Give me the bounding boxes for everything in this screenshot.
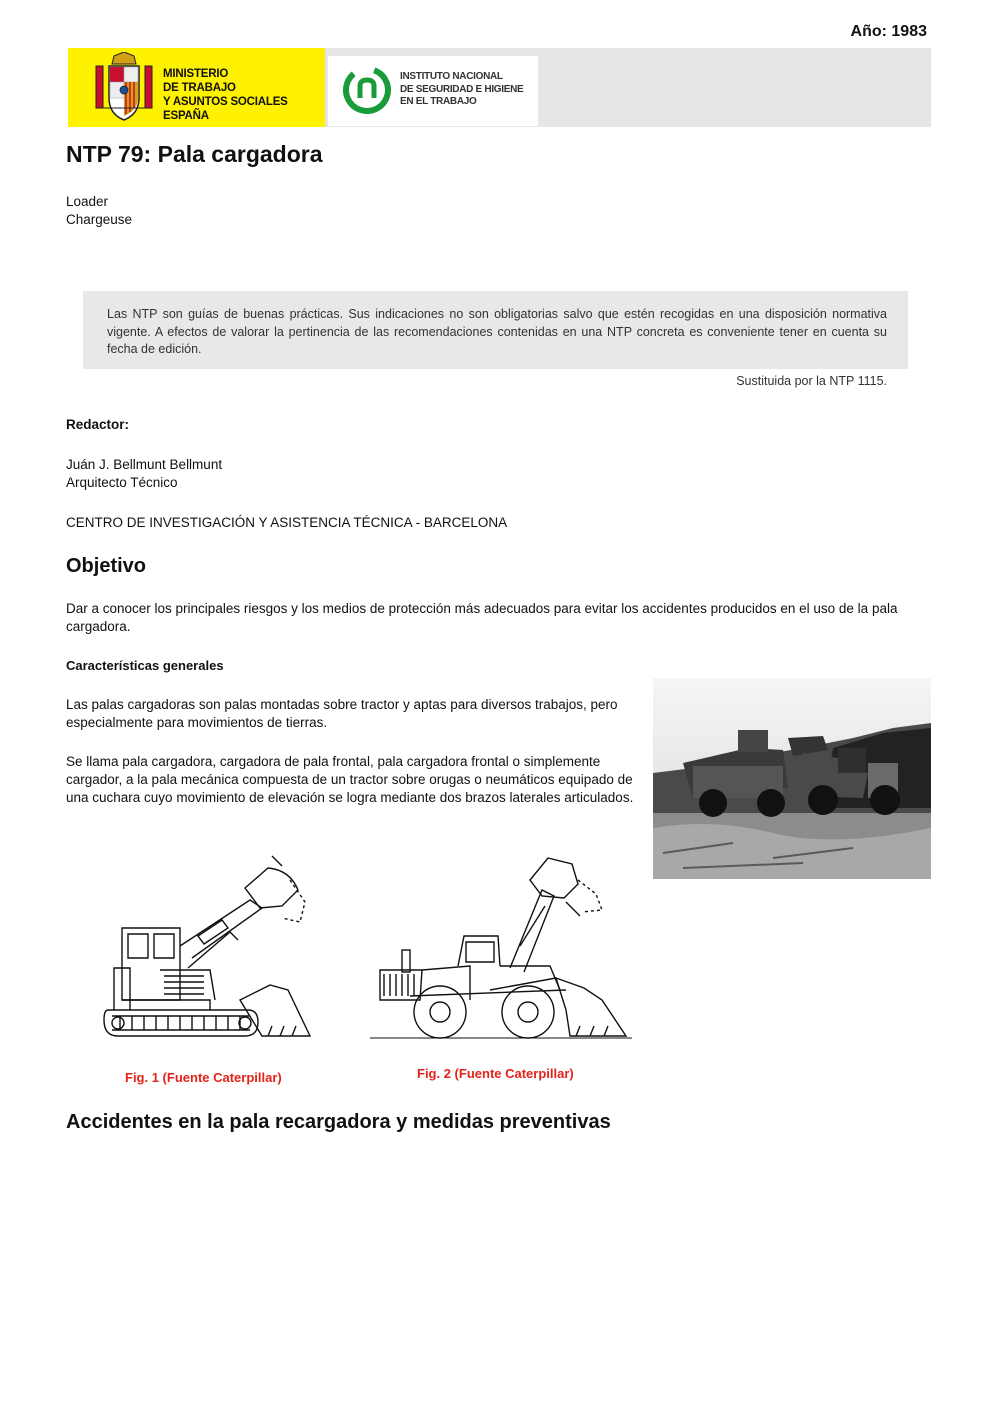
ministry-line-4: ESPAÑA	[163, 110, 209, 122]
alt-name-english: Loader	[66, 194, 109, 209]
loader-truck-photo	[653, 678, 931, 879]
author-label: Redactor:	[66, 417, 130, 432]
institute-line-3: EN EL TRABAJO	[400, 96, 477, 107]
replaced-by-note: Sustituida por la NTP 1115.	[736, 374, 887, 388]
institute-line-1: INSTITUTO NACIONAL	[400, 71, 503, 82]
figure-2-caption: Fig. 2 (Fuente Caterpillar)	[417, 1066, 574, 1081]
heading-accidentes: Accidentes en la pala recargadora y medidas preventivas	[66, 1111, 611, 1133]
institute-name	[400, 71, 523, 109]
coat-of-arms-icon	[92, 52, 156, 124]
figure-1-tracked-loader-drawing	[100, 850, 315, 1045]
notice-text: Las NTP son guías de buenas prácticas. Sus indicaciones no son obligatorias salvo que estén recogidas en una disposición normativa vigente. A efectos de valorar la pertinencia de las recomendaciones contenidas en una NTP concreta es conveniente tener en cuenta su fecha de edición.	[107, 307, 887, 356]
alternate-names	[66, 193, 132, 229]
author-center: CENTRO DE INVESTIGACIÓN Y ASISTENCIA TÉCNICA - BARCELONA	[66, 515, 508, 530]
ministry-line-3: Y ASUNTOS SOCIALES	[163, 96, 288, 108]
author-role: Arquitecto Técnico	[66, 475, 178, 490]
caracteristicas-paragraph-1: Las palas cargadoras son palas montadas sobre tractor y aptas para diversos trabajos, pero especialmente para movimientos de tierras.	[66, 697, 618, 730]
document-year: Año: 1983	[850, 23, 927, 40]
ministry-name	[163, 67, 288, 123]
ministry-line-2: DE TRABAJO	[163, 82, 236, 94]
institute-line-2: DE SEGURIDAD E HIGIENE	[400, 83, 524, 95]
objetivo-text: Dar a conocer los principales riesgos y los medios de protección más adecuados para evitar los accidentes producidos en el uso de la pala cargadora.	[66, 601, 898, 634]
institute-logo-icon	[341, 64, 393, 116]
heading-objetivo: Objetivo	[66, 555, 147, 577]
heading-caracteristicas: Características generales	[66, 658, 224, 673]
page-title: NTP 79: Pala cargadora	[66, 141, 323, 167]
caracteristicas-paragraph-2: Se llama pala cargadora, cargadora de pala frontal, pala cargadora frontal o simplemente cargador, a la pala mecánica compuesta de un tractor sobre orugas o neumáticos equipado de una cuchara cuyo movimiento de elevación se logra mediante dos brazos laterales articulados.	[66, 754, 634, 805]
ministry-line-1: MINISTERIO	[163, 68, 229, 80]
figure-1-caption: Fig. 1 (Fuente Caterpillar)	[125, 1070, 282, 1085]
figure-2-wheel-loader-drawing	[370, 850, 632, 1045]
alt-name-french: Chargeuse	[66, 212, 133, 227]
author-name: Juán J. Bellmunt Bellmunt	[66, 457, 223, 472]
